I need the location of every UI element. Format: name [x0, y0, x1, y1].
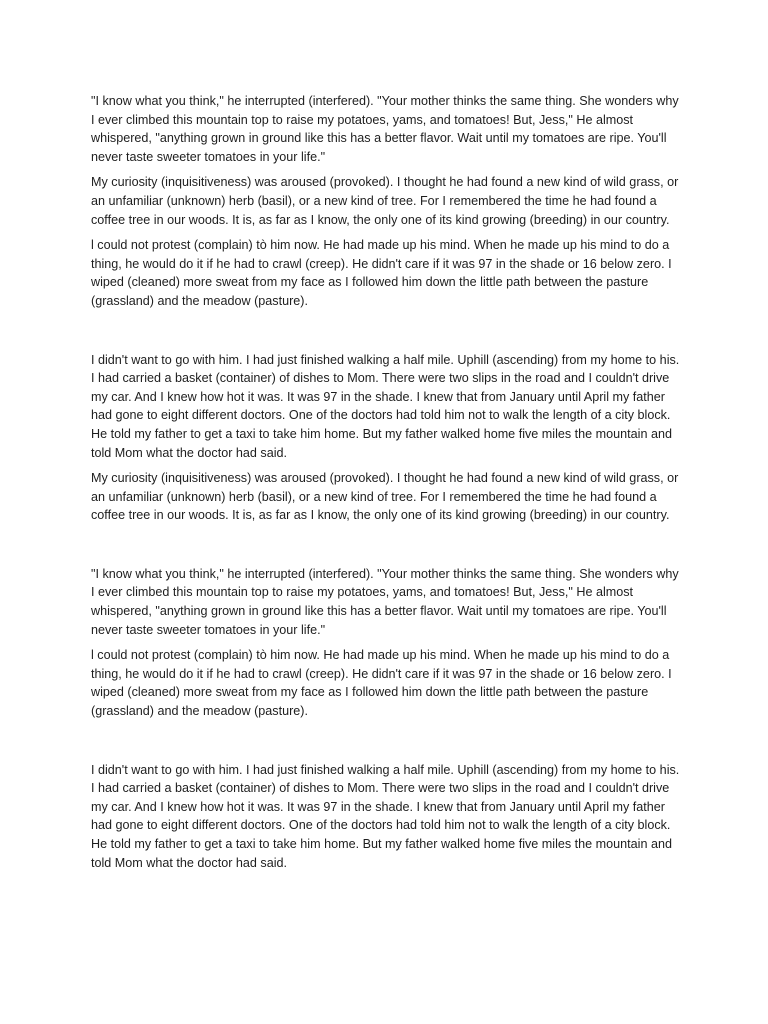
paragraph-8: I didn't want to go with him. I had just finished walking a half mile. Uphill (ascending) from my home to his. I had carried a basket (container) of dishes to Mom. There were two slips in the road and I couldn't drive my car. And I knew how hot it was. It was 97 in the shade. I knew that from January until April my father had gone to eight different doctors. One of the doctors had told him not to walk the length of a city block. He told my father to get a taxi to take him home. But my father walked home five miles the mountain and told Mom what the doctor had said.: [91, 762, 680, 870]
paragraph-2: My curiosity (inquisitiveness) was aroused (provoked). I thought he had found a new kind of wild grass, or an unfamiliar (unknown) herb (basil), or a new kind of tree. For I remembered the time he had found a coffee tree in our woods. It is, as far as I know, the only one of its kind growing (breeding) in our country.: [91, 175, 679, 227]
document-page: [91, 92, 681, 879]
paragraph-3: l could not protest (complain) tò him now. He had made up his mind. When he made up his mind to do a thing, he would do it if he had to crawl (creep). He didn't care if it was 97 in the shade or 16 below zero. I wiped (cleaned) more sweat from my face as I followed him down the little path between the pasture (grassland) and the meadow (pasture).: [91, 238, 672, 308]
paragraph-7: l could not protest (complain) tò him now. He had made up his mind. When he made up his mind to do a thing, he would do it if he had to crawl (creep). He didn't care if it was 97 in the shade or 16 below zero. I wiped (cleaned) more sweat from my face as I followed him down the little path between the pasture (grassland) and the meadow (pasture).: [91, 648, 672, 719]
paragraph-1: "I know what you think," he interrupted (interfered). "Your mother thinks the same thing. She wonders why I ever climbed this mountain top to raise my potatoes, yams, and tomatoes! But, Jess," He almost whispered, "anything grown in ground like this has a better flavor. Wait until my tomatoes are ripe. You'll never taste sweeter tomatoes in your life.": [91, 94, 679, 164]
paragraph-4: I didn't want to go with him. I had just finished walking a half mile. Uphill (ascending) from my home to his. I had carried a basket (container) of dishes to Mom. There were two slips in the road and I couldn't drive my car. And I knew how hot it was. It was 97 in the shade. I knew that from January until April my father had gone to eight different doctors. One of the doctors had told him not to walk the length of a city block. He told my father to get a taxi to take him home. But my father walked home five miles the mountain and told Mom what the doctor had said.: [91, 352, 680, 460]
paragraph-6: "I know what you think," he interrupted (interfered). "Your mother thinks the same thing. She wonders why I ever climbed this mountain top to raise my potatoes, yams, and tomatoes! But, Jess," He almost whispered, "anything grown in ground like this has a better flavor. Wait until my tomatoes are ripe. You'll never taste sweeter tomatoes in your life.": [91, 566, 679, 637]
paragraph-5: My curiosity (inquisitiveness) was aroused (provoked). I thought he had found a new kind of wild grass, or an unfamiliar (unknown) herb (basil), or a new kind of tree. For I remembered the time he had found a coffee tree in our woods. It is, as far as I know, the only one of its kind growing (breeding) in our country.: [91, 471, 679, 523]
